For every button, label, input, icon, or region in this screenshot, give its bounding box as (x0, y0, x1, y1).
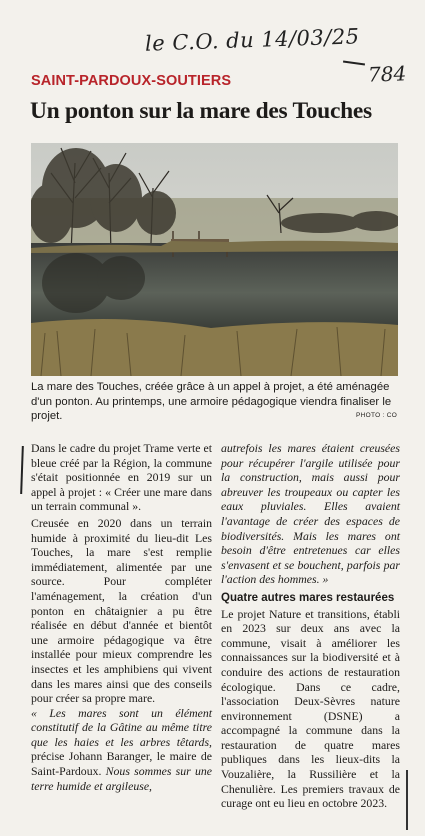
quote-part-1: « Les mares sont un élément constitutif de la Gâtine au même titre que les haies et les arbres têtards, (31, 705, 212, 749)
paragraph-5: Le projet Nature et transitions, établi en 2023 sur deux ans avec la commune, visait à améliorer les connaissances sur la biodiversité et à conduire des actions de restauration écologique. Dans ce cadre, l'association Deux-Sèvres nature environnement (DSNE) a accompagné la commune dans la restauration de quatre mares publiques dans les lieux-dits la Vouzalière, la Russilière et la Chenulière. Les premiers travaux de curage ont eu lieu en octobre 2023. (221, 606, 400, 811)
handwritten-margin-mark-2 (406, 770, 408, 830)
paragraph-2: Creusée en 2020 dans un terrain humide à proximité du lieu-dit Les Touches, la mare s'est remplie immédiatement, alimentée par une source. Pour compléter l'aménagement, la création d'un ponton en châtaignier a pu être réalisée en début d'année et bientôt une armoire pédagogique va être installée pour mieux comprendre les insectes et les amphibiens qui vivent dans les mares ainsi que des conseils pour créer sa propre mare. (31, 515, 212, 706)
article-headline: Un ponton sur la mare des Touches (30, 98, 372, 124)
article-column-1 (31, 441, 212, 793)
paragraph-1: Dans le cadre du projet Trame verte et bleue créé par la Région, la commune s'était positionnée en 2019 sur un appel à projet : « Créer une mare dans un terrain communal ». (31, 441, 212, 514)
photo-caption: La mare des Touches, créée grâce à un appel à projet, a été aménagée d'un ponton. Au printemps, une armoire pédagogique viendra finaliser le projet. (31, 381, 392, 422)
quote-part-2: Nous sommes sur une terre humide et argileuse, (31, 764, 212, 793)
pond-photo (31, 143, 398, 376)
photo-credit: PHOTO : CO (356, 412, 398, 419)
paragraph-3 (31, 706, 212, 794)
handwritten-margin-mark (20, 446, 24, 494)
paragraph-4: autrefois les mares étaient creusées pour récupérer l'argile utilisée pour la construction, mais aussi pour abreuver les troupeaux ou capter les eaux pluviales. Elles avaient l'avantage de créer des espaces de biodiversités. Mais les mares ont besoin d'être entretenues car elles s'envasent et se bouchent, parfois par l'action des hommes. » (221, 441, 400, 587)
quote-attribution: précise Johann Baranger, le maire de Saint-Pardoux. (31, 749, 212, 779)
article-column-2 (221, 441, 400, 811)
handwritten-reference-number: 784 (367, 61, 407, 87)
section-label: SAINT-PARDOUX-SOUTIERS (31, 73, 232, 89)
article-subheading: Quatre autres mares restaurées (221, 591, 395, 604)
handwritten-dash (343, 60, 365, 65)
handwritten-source-note: le C.O. du 14/03/25 (144, 24, 360, 56)
